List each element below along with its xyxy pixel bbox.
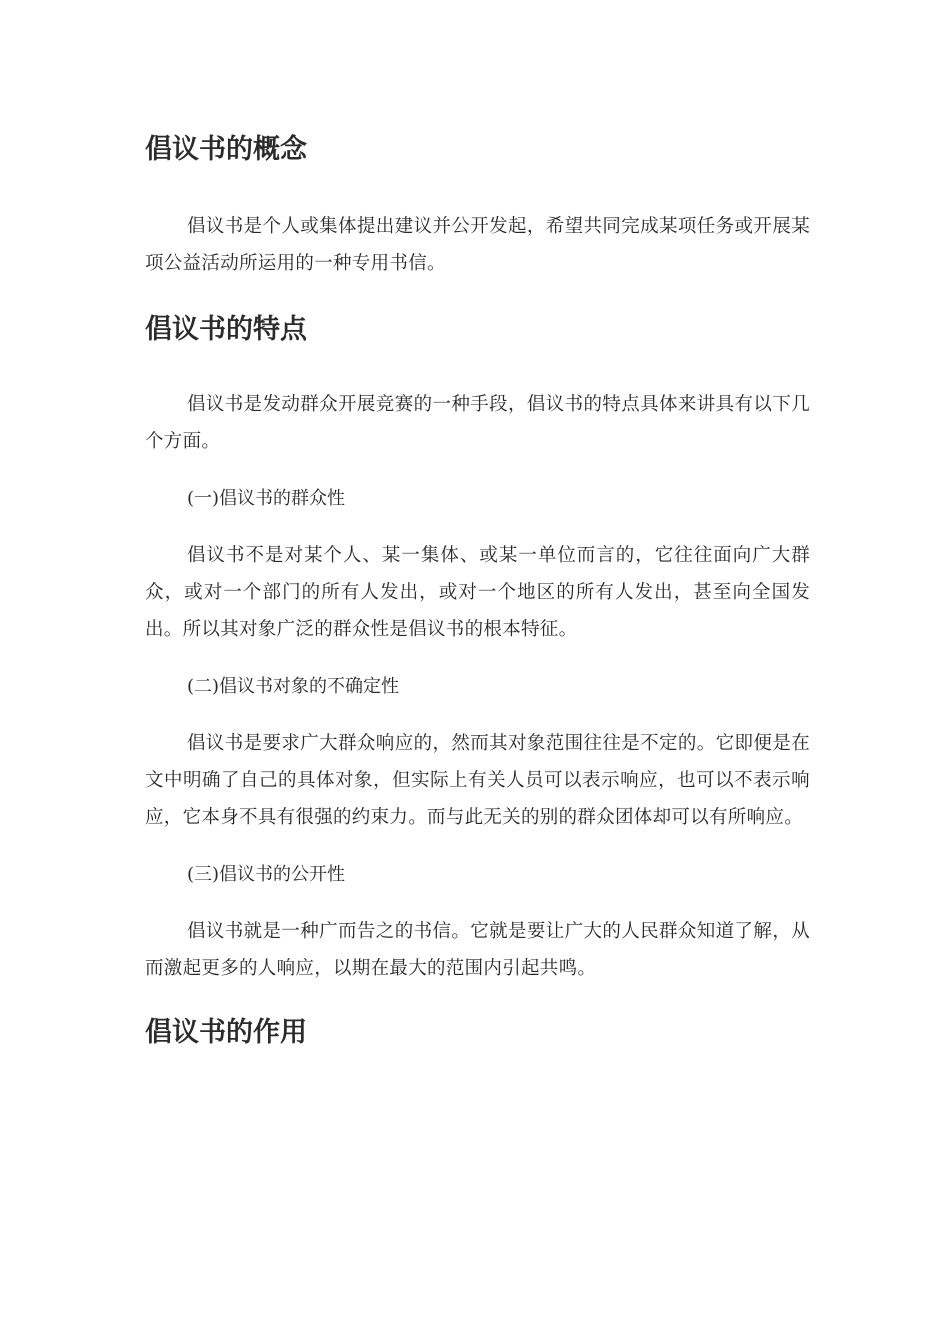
section-heading-features: 倡议书的特点 [145, 314, 307, 345]
section-heading-concept: 倡议书的概念 [145, 134, 307, 165]
feature-paragraph-1: 倡议书不是对某个人、某一集体、或某一单位而言的，它往往面向广大群众，或对一个部门的所有人发出，或对一个地区的所有人发出，甚至向全国发出。所以其对象广泛的群众性是倡议书的根本特征。 [145, 545, 810, 640]
concept-paragraph: 倡议书是个人或集体提出建议并公开发起，希望共同完成某项任务或开展某项公益活动所运用的一种专用书信。 [145, 216, 810, 274]
features-intro-paragraph: 倡议书是发动群众开展竞赛的一种手段，倡议书的特点具体来讲具有以下几个方面。 [145, 394, 810, 452]
feature-paragraph-2: 倡议书是要求广大群众响应的，然而其对象范围往往是不定的。它即便是在文中明确了自己的具体对象，但实际上有关人员可以表示响应，也可以不表示响应，它本身不具有很强的约束力。而与此无关的别的群众团体却可以有所响应。 [145, 733, 810, 828]
feature-subheading-1: (一)倡议书的群众性 [187, 488, 346, 509]
feature-paragraph-3: 倡议书就是一种广而告之的书信。它就是要让广大的人民群众知道了解，从而激起更多的人响应，以期在最大的范围内引起共鸣。 [145, 921, 810, 979]
feature-subheading-2: (二)倡议书对象的不确定性 [187, 676, 400, 697]
document-page [145, 128, 810, 1055]
section-heading-function: 倡议书的作用 [145, 1017, 307, 1048]
feature-subheading-3: (三)倡议书的公开性 [187, 864, 346, 885]
